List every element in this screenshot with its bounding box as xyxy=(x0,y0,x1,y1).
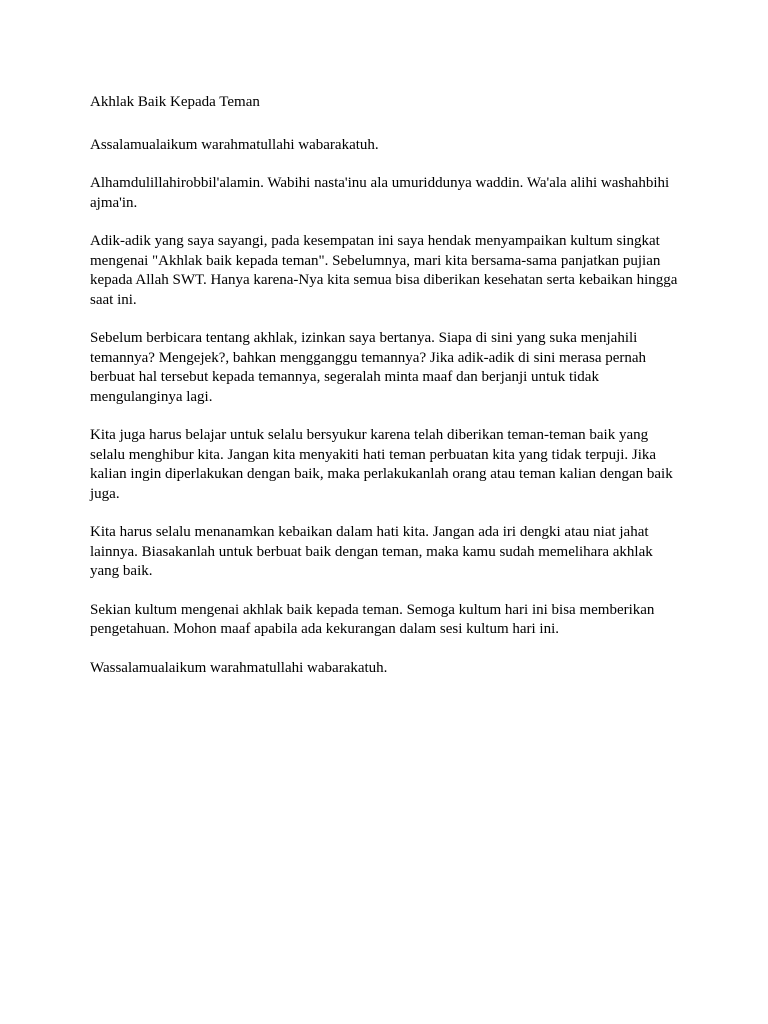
paragraph-introduction: Adik-adik yang saya sayangi, pada kesempatan ini saya hendak menyampaikan kultum singkat mengenai "Akhlak baik kepada teman". Sebelumnya, mari kita bersama-sama panjatkan pujian kepada Allah SWT. Hanya karena-Nya kita semua bisa diberikan kesehatan serta kebaikan hingga saat ini. xyxy=(90,233,678,308)
paragraph-gratitude: Kita juga harus belajar untuk selalu bersyukur karena telah diberikan teman-teman baik yang selalu menghibur kita. Jangan kita menyakiti hati teman perbuatan kita yang tidak terpuji. Jika kalian ingin diperlakukan dengan baik, maka perlakukanlah orang atau teman kalian dengan baik juga. xyxy=(90,427,673,502)
document-title: Akhlak Baik Kepada Teman xyxy=(90,94,260,110)
paragraph-opening-prayer: Alhamdulillahirobbil'alamin. Wabihi nasta'inu ala umuriddunya waddin. Wa'ala alihi washahbihi ajma'in. xyxy=(90,175,670,211)
paragraph-farewell: Wassalamualaikum warahmatullahi wabarakatuh. xyxy=(90,659,388,676)
paragraph-kindness: Kita harus selalu menanamkan kebaikan dalam hati kita. Jangan ada iri dengki atau niat jahat lainnya. Biasakanlah untuk berbuat baik dengan teman, maka kamu sudah memelihara akhlak yang baik. xyxy=(90,524,653,579)
document-page xyxy=(90,93,682,697)
paragraph-greeting: Assalamualaikum warahmatullahi wabarakatuh. xyxy=(90,136,379,153)
paragraph-closing: Sekian kultum mengenai akhlak baik kepada teman. Semoga kultum hari ini bisa memberikan pengetahuan. Mohon maaf apabila ada kekurangan dalam sesi kultum hari ini. xyxy=(90,601,655,637)
paragraph-question: Sebelum berbicara tentang akhlak, izinkan saya bertanya. Siapa di sini yang suka menjahili temannya? Mengejek?, bahkan mengganggu temannya? Jika adik-adik di sini merasa pernah berbuat hal tersebut kepada temannya, segeralah minta maaf dan berjanji untuk tidak mengulanginya lagi. xyxy=(90,330,647,405)
